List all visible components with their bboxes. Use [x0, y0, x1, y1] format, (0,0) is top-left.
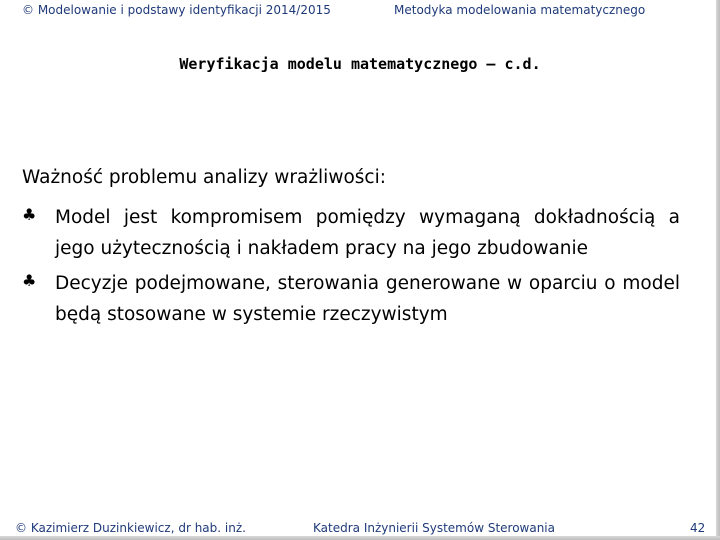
footer-author: © Kazimierz Duzinkiewicz, dr hab. inż. [15, 521, 246, 535]
club-suit-icon: ♣ [22, 271, 37, 290]
header-topic: Metodyka modelowania matematycznego [394, 3, 646, 17]
club-suit-icon: ♣ [22, 205, 37, 224]
page-number: 42 [690, 521, 706, 535]
intro-text: Ważność problemu analizy wrażliwości: [22, 167, 386, 188]
footer-department: Katedra Inżynierii Systemów Sterowania [313, 521, 555, 535]
slide-title: Weryfikacja modelu matematycznego – c.d. [179, 55, 541, 73]
header-course: © Modelowanie i podstawy identyfikacji 2014/2015 [22, 3, 331, 17]
slide-shadow-bottom [0, 536, 720, 540]
slide-shadow-right [716, 0, 720, 540]
bullet-text: Model jest kompromisem pomiędzy wymaganą dokładnością a jego użytecznością i nakładem pracy na jego zbudowanie [55, 207, 680, 259]
bullet-text: Decyzje podejmowane, sterowania generowane w oparciu o model będą stosowane w systemie rzeczywistym [55, 273, 680, 325]
